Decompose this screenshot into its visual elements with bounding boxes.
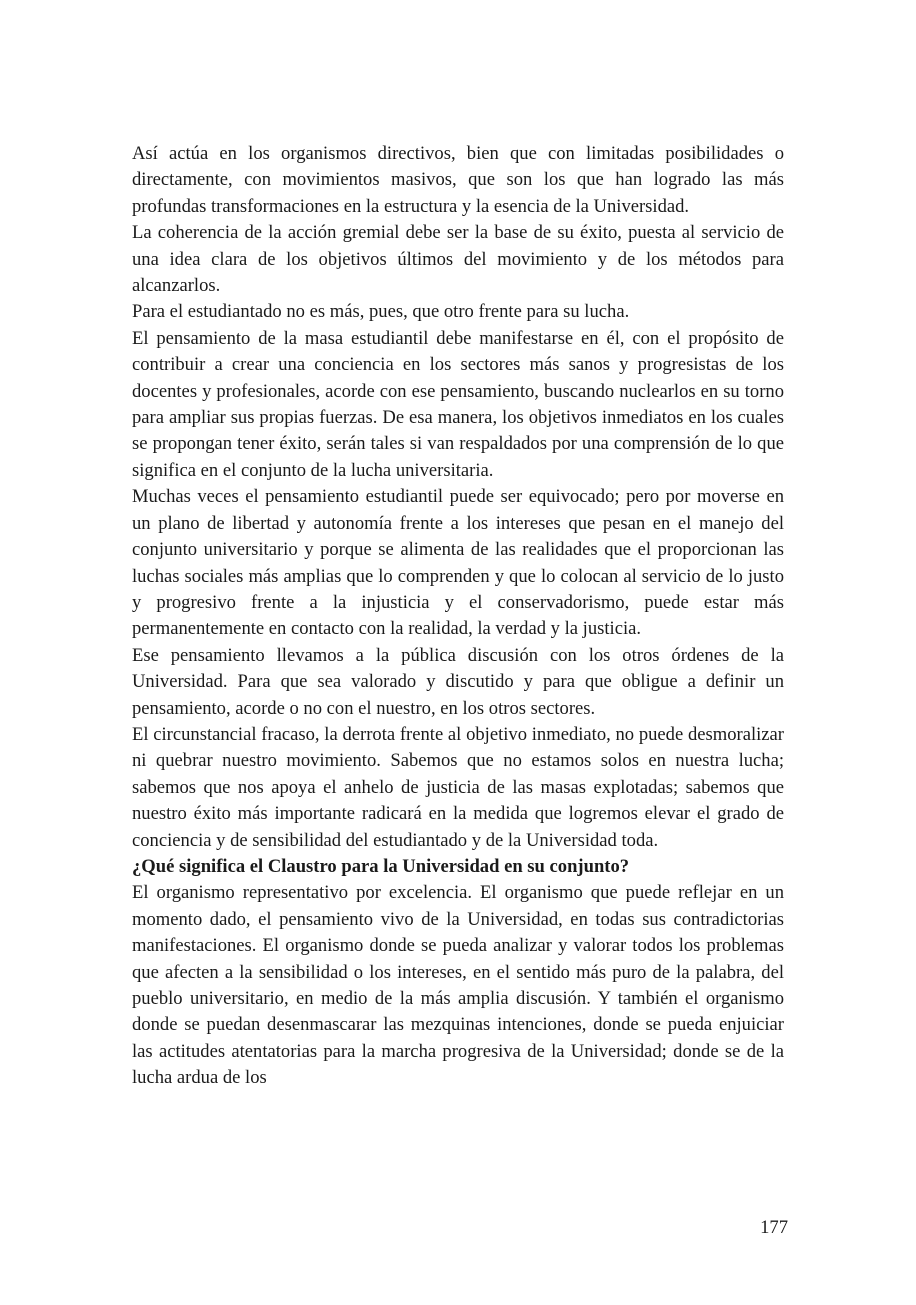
paragraph: Muchas veces el pensamiento estudiantil puede ser equivocado; pero por moverse en un plano de libertad y autonomía frente a los intereses que pesan en el manejo del conjunto universitario y porque se alimenta de las realidades que el proporcionan las luchas sociales más amplias que lo comprenden y que lo colocan al servicio de lo justo y progresivo frente a la injusticia y el conservadorismo, puede estar más permanentemente en contacto con la realidad, la verdad y la justicia. [132, 486, 784, 640]
body-text [132, 141, 784, 1092]
paragraph: Para el estudiantado no es más, pues, que otro frente para su lucha. [132, 301, 630, 323]
paragraph: La coherencia de la acción gremial debe ser la base de su éxito, puesta al servicio de una idea clara de los objetivos últimos del movimiento y de los métodos para alcanzarlos. [132, 222, 784, 297]
paragraph: Así actúa en los organismos directivos, bien que con limitadas posibilidades o directamente, con movimientos masivos, que son los que han logrado las más profundas transformaciones en la estructura y la esencia de la Universidad. [132, 143, 784, 217]
paragraph: El organismo representativo por excelencia. El organismo que puede reflejar en un momento dado, el pensamiento vivo de la Universidad, en todas sus contradictorias manifestaciones. El organismo donde se pueda analizar y valorar todos los problemas que afecten a la sensibilidad o los intereses, en el sentido más puro de la palabra, del pueblo universitario, en medio de la más amplia discusión. Y también el organismo donde se puedan desenmascarar las mezquinas intenciones, donde se pueda enjuiciar las actitudes atentatorias para la marcha progresiva de la Universidad; donde se de la lucha ardua de los [132, 882, 784, 1089]
paragraph: Ese pensamiento llevamos a la pública discusión con los otros órdenes de la Universidad. Para que sea valorado y discutido y para que obligue a definir un pensamiento, acorde o no con el nuestro, en los otros sectores. [132, 644, 784, 719]
section-heading: ¿Qué significa el Claustro para la Universidad en su conjunto? [132, 855, 630, 877]
paragraph: El circunstancial fracaso, la derrota frente al objetivo inmediato, no puede desmoralizar ni quebrar nuestro movimiento. Sabemos que no estamos solos en nuestra lucha; sabemos que nos apoya el anhelo de justicia de las masas explotadas; sabemos que nuestro éxito más importante radicará en la medida que logremos elevar el grado de conciencia y de sensibilidad del estudiantado y de la Universidad toda. [132, 723, 784, 851]
paragraph: El pensamiento de la masa estudiantil debe manifestarse en él, con el propósito de contribuir a crear una conciencia en los sectores más sanos y progresistas de los docentes y profesionales, acorde con ese pensamiento, buscando nuclearlos en su torno para ampliar sus propias fuerzas. De esa manera, los objetivos inmediatos en los cuales se propongan tener éxito, serán tales si van respaldados por una comprensión de lo que significa en el conjunto de la lucha universitaria. [132, 327, 784, 481]
page-number: 177 [760, 1217, 788, 1238]
